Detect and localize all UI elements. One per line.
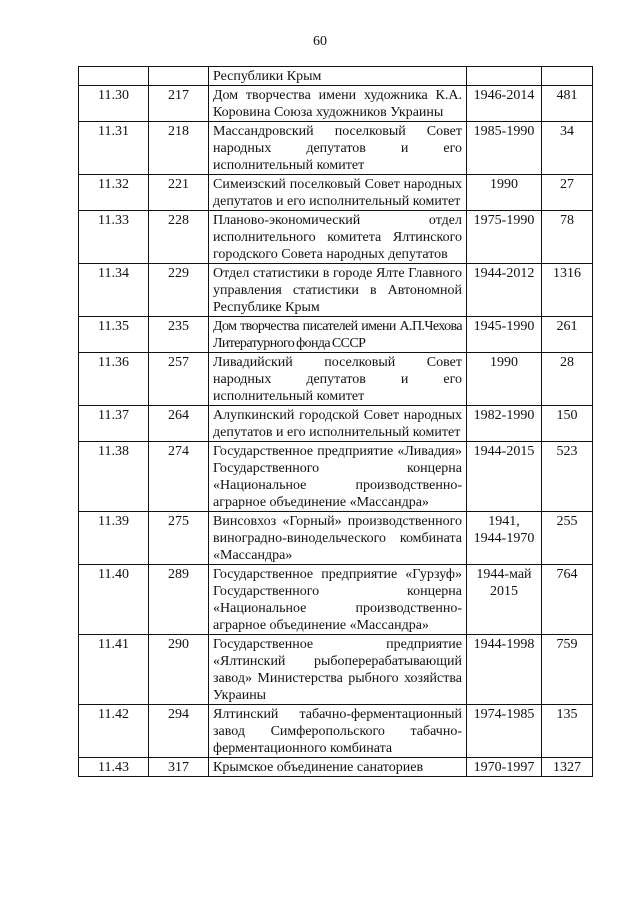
- file-count: [542, 67, 593, 86]
- date-range: 1944-май 2015: [467, 565, 542, 635]
- table-row: [79, 122, 593, 175]
- fund-number: 275: [149, 512, 209, 565]
- fund-number: 235: [149, 317, 209, 353]
- fund-number: 228: [149, 211, 209, 264]
- date-range: 1970-1997: [467, 758, 542, 777]
- row-number: 11.33: [79, 211, 149, 264]
- table-row: [79, 442, 593, 512]
- row-number: 11.32: [79, 175, 149, 211]
- fund-name: Симеизский поселковый Совет народных депутатов и его исполнительный комитет: [209, 175, 467, 211]
- date-range: 1985-1990: [467, 122, 542, 175]
- file-count: 481: [542, 86, 593, 122]
- fund-name: Алупкинский городской Совет народных депутатов и его исполнительный комитет: [209, 406, 467, 442]
- fund-name: Государственное предприятие «Гурзуф» Государственного концерна «Национальное производственно-аграрное объединение «Массандра»: [209, 565, 467, 635]
- date-range: 1990: [467, 175, 542, 211]
- file-count: 34: [542, 122, 593, 175]
- table-row: [79, 264, 593, 317]
- file-count: 27: [542, 175, 593, 211]
- fund-name: Отдел статистики в городе Ялте Главного управления статистики в Автономной Республике Крым: [209, 264, 467, 317]
- fund-number: 257: [149, 353, 209, 406]
- date-range: 1975-1990: [467, 211, 542, 264]
- table-row: [79, 86, 593, 122]
- fund-number: 229: [149, 264, 209, 317]
- table-row: [79, 317, 593, 353]
- date-range: 1946-2014: [467, 86, 542, 122]
- file-count: 78: [542, 211, 593, 264]
- file-count: 1316: [542, 264, 593, 317]
- file-count: 759: [542, 635, 593, 705]
- fund-name: Планово-экономический отдел исполнительного комитета Ялтинского городского Совета народных депутатов: [209, 211, 467, 264]
- row-number: 11.34: [79, 264, 149, 317]
- table-row: [79, 758, 593, 777]
- fund-number: 294: [149, 705, 209, 758]
- fund-number: 317: [149, 758, 209, 777]
- date-range: 1944-1998: [467, 635, 542, 705]
- page-number: 60: [313, 34, 327, 49]
- fund-name: Ялтинский табачно-ферментационный завод Симферопольского табачно-ферментационного комбината: [209, 705, 467, 758]
- table-row: [79, 565, 593, 635]
- table-row-continuation: [79, 67, 593, 86]
- fund-number: 274: [149, 442, 209, 512]
- table-row: [79, 353, 593, 406]
- fund-number: 289: [149, 565, 209, 635]
- fund-name: Государственное предприятие «Ялтинский рыбоперерабатывающий завод» Министерства рыбного хозяйства Украины: [209, 635, 467, 705]
- date-range: [467, 67, 542, 86]
- row-number: 11.36: [79, 353, 149, 406]
- row-number: 11.40: [79, 565, 149, 635]
- file-count: 28: [542, 353, 593, 406]
- table-row: [79, 705, 593, 758]
- fund-name: Ливадийский поселковый Совет народных депутатов и его исполнительный комитет: [209, 353, 467, 406]
- fund-name: Массандровский поселковый Совет народных депутатов и его исполнительный комитет: [209, 122, 467, 175]
- date-range: 1945-1990: [467, 317, 542, 353]
- fund-number: 217: [149, 86, 209, 122]
- fund-number: 264: [149, 406, 209, 442]
- fund-name: Дом творчества писателей имени А.П.Чехова Литературного фонда СССР: [209, 317, 467, 353]
- file-count: 135: [542, 705, 593, 758]
- date-range: 1982-1990: [467, 406, 542, 442]
- fund-number: 290: [149, 635, 209, 705]
- file-count: 255: [542, 512, 593, 565]
- fund-name: Винсовхоз «Горный» производственного виноградно-винодельческого комбината «Массандра»: [209, 512, 467, 565]
- row-number: 11.43: [79, 758, 149, 777]
- fund-number: 218: [149, 122, 209, 175]
- row-number: [79, 67, 149, 86]
- table-row: [79, 635, 593, 705]
- fund-name: Крымское объединение санаториев: [209, 758, 467, 777]
- table-row: [79, 175, 593, 211]
- file-count: 1327: [542, 758, 593, 777]
- row-number: 11.41: [79, 635, 149, 705]
- row-number: 11.30: [79, 86, 149, 122]
- file-count: 523: [542, 442, 593, 512]
- file-count: 764: [542, 565, 593, 635]
- fund-list-table: [78, 66, 593, 777]
- fund-name: Государственное предприятие «Ливадия» Государственного концерна «Национальное производственно-аграрное объединение «Массандра»: [209, 442, 467, 512]
- row-number: 11.35: [79, 317, 149, 353]
- date-range: 1944-2015: [467, 442, 542, 512]
- file-count: 261: [542, 317, 593, 353]
- table-body: [79, 67, 593, 777]
- file-count: 150: [542, 406, 593, 442]
- fund-name: Республики Крым: [209, 67, 467, 86]
- row-number: 11.31: [79, 122, 149, 175]
- row-number: 11.37: [79, 406, 149, 442]
- date-range: 1974-1985: [467, 705, 542, 758]
- table-row: [79, 406, 593, 442]
- row-number: 11.38: [79, 442, 149, 512]
- table-row: [79, 512, 593, 565]
- date-range: 1941, 1944-1970: [467, 512, 542, 565]
- date-range: 1944-2012: [467, 264, 542, 317]
- date-range: 1990: [467, 353, 542, 406]
- fund-name: Дом творчества имени художника К.А. Коровина Союза художников Украины: [209, 86, 467, 122]
- table-row: [79, 211, 593, 264]
- fund-number: 221: [149, 175, 209, 211]
- row-number: 11.42: [79, 705, 149, 758]
- fund-number: [149, 67, 209, 86]
- row-number: 11.39: [79, 512, 149, 565]
